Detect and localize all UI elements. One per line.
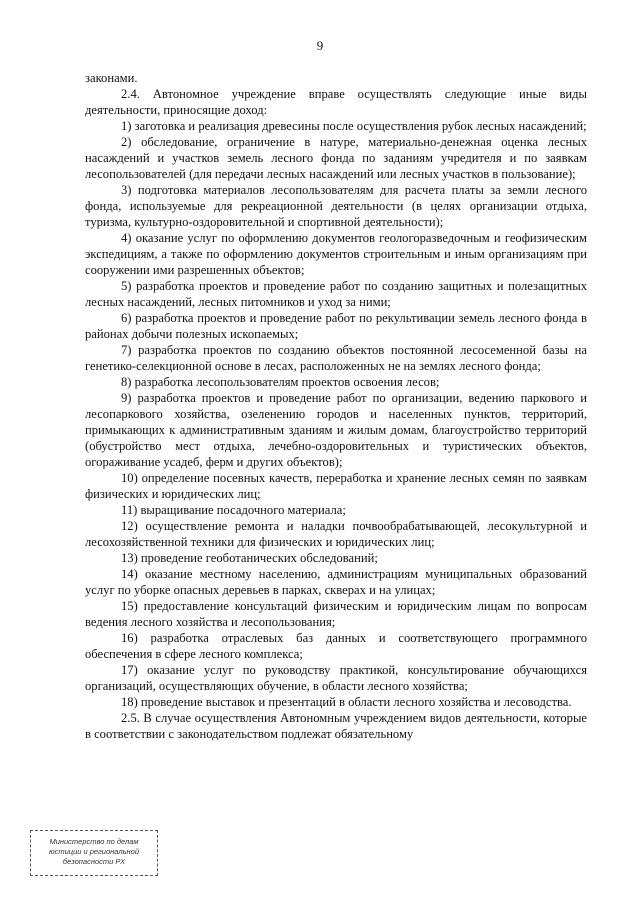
paragraph: 13) проведение геоботанических обследований; xyxy=(121,551,378,565)
stamp-line: безопасности РХ xyxy=(62,857,126,866)
paragraph: законами. xyxy=(85,71,138,85)
stamp-line: Министерство по делам xyxy=(49,837,139,846)
paragraph: 2.4. Автономное учреждение вправе осуществлять следующие иные виды деятельности, приносящие доход: xyxy=(85,87,587,117)
paragraph: 12) осуществление ремонта и наладки почвообрабатывающей, лесокультурной и лесохозяйственной техники для физических и юридических лиц; xyxy=(85,519,587,549)
paragraph: 4) оказание услуг по оформлению документов геологоразведочным и геофизическим экспедициям, а также по оформлению документов строительным и иным организациям при сооружении ими разрешенных объектов; xyxy=(85,231,587,277)
paragraph: 9) разработка проектов и проведение работ по организации, ведению паркового и лесопаркового хозяйства, озеленению городов и населенных пунктов, территорий, примыкающих к административным зданиям и жилым домам, благоустройство территорий (обустройство мест отдыха, лечебно-оздоровительных и туристических объектов, огораживание усадеб, ферм и других объектов); xyxy=(85,391,587,469)
paragraph: 6) разработка проектов и проведение работ по рекультивации земель лесного фонда в районах добычи полезных ископаемых; xyxy=(85,311,587,341)
paragraph: 5) разработка проектов и проведение работ по созданию защитных и полезащитных лесных насаждений, лесных питомников и уход за ними; xyxy=(85,279,587,309)
paragraph: 15) предоставление консультаций физическим и юридическим лицам по вопросам ведения лесного хозяйства и лесопользования; xyxy=(85,599,587,629)
document-body xyxy=(85,70,587,742)
paragraph: 7) разработка проектов по созданию объектов постоянной лесосеменной базы на генетико-селекционной основе в лесах, расположенных не на землях лесного фонда; xyxy=(85,343,587,373)
paragraph: 14) оказание местному населению, администрациям муниципальных образований услуг по уборке опасных деревьев в парках, скверах и на улицах; xyxy=(85,567,587,597)
paragraph: 16) разработка отраслевых баз данных и соответствующего программного обеспечения в сфере лесного комплекса; xyxy=(85,631,587,661)
paragraph: 8) разработка лесопользователям проектов освоения лесов; xyxy=(121,375,440,389)
registration-stamp xyxy=(30,830,158,876)
paragraph: 1) заготовка и реализация древесины после осуществления рубок лесных насаждений; xyxy=(121,119,587,133)
paragraph: 18) проведение выставок и презентаций в области лесного хозяйства и лесоводства. xyxy=(121,695,572,709)
paragraph: 2) обследование, ограничение в натуре, материально-денежная оценка лесных насаждений и участков земель лесного фонда по заданиям учредителя и по заявкам лесопользователей (для передачи лесных насаждений или лесных участков в пользование); xyxy=(85,135,587,181)
paragraph: 2.5. В случае осуществления Автономным учреждением видов деятельности, которые в соответствии с законодательством подлежат обязательному xyxy=(85,711,587,741)
paragraph: 17) оказание услуг по руководству практикой, консультирование обучающихся организаций, осуществляющих обучение, в области лесного хозяйства; xyxy=(85,663,587,693)
stamp-line: юстиции и региональной xyxy=(48,847,140,856)
paragraph: 11) выращивание посадочного материала; xyxy=(121,503,346,517)
paragraph: 10) определение посевных качеств, переработка и хранение лесных семян по заявкам физических и юридических лиц; xyxy=(85,471,587,501)
page-number: 9 xyxy=(316,38,324,53)
paragraph: 3) подготовка материалов лесопользователям для расчета платы за земли лесного фонда, используемые для рекреационной деятельности (в целях организации отдыха, туризма, культурно-оздоровительной и спортивной деятельности); xyxy=(85,183,587,229)
